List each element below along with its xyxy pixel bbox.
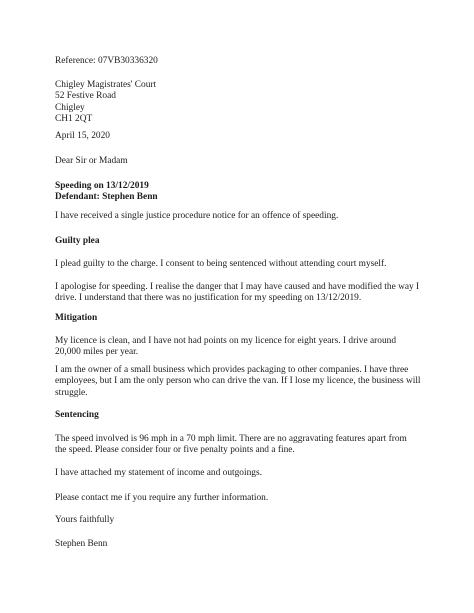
guilty-plea-heading: Guilty plea xyxy=(55,236,100,246)
mitigation-paragraph-2: I am the owner of a small business which provides packaging to other companies. I have three employees, but I am the only person who can drive the van. If I lose my licence, the business will struggle. xyxy=(55,365,421,398)
closing: Yours faithfully xyxy=(55,515,115,525)
address-line: Chigley Magistrates' Court xyxy=(55,80,157,90)
guilty-plea-paragraph-1: I plead guilty to the charge. I consent to being sentenced without attending court myself. xyxy=(55,259,387,269)
mitigation-heading: Mitigation xyxy=(55,313,98,323)
subject-heading xyxy=(55,181,425,204)
sentencing-paragraph-1: The speed involved is 96 mph in a 70 mph limit. There are no aggravating features apart from the speed. Please consider four or five penalty points and a fine. xyxy=(55,434,407,456)
sentencing-paragraph-3: Please contact me if you require any further information. xyxy=(55,493,269,503)
address-line: 52 Festive Road xyxy=(55,91,116,102)
subject-line: Speeding on 13/12/2019 xyxy=(55,181,149,191)
sentencing-heading: Sentencing xyxy=(55,410,99,420)
guilty-plea-paragraph-2: I apologise for speeding. I realise the danger that I may have caused and have modified the way I drive. I understand that there was no justification for my speeding on 13/12/2019. xyxy=(55,282,420,304)
intro-paragraph: I have received a single justice procedure notice for an offence of speeding. xyxy=(55,211,339,221)
signature-name: Stephen Benn xyxy=(55,539,108,549)
letter-date: April 15, 2020 xyxy=(55,131,110,141)
reference-number: Reference: 07VB30336320 xyxy=(55,56,158,66)
address-line: CH1 2QT xyxy=(55,114,93,125)
sentencing-paragraph-2: I have attached my statement of income and outgoings. xyxy=(55,468,262,478)
defendant-line: Defendant: Stephen Benn xyxy=(55,192,158,203)
address-line: Chigley xyxy=(55,102,85,113)
salutation: Dear Sir or Madam xyxy=(55,156,128,166)
recipient-address xyxy=(55,80,425,126)
mitigation-paragraph-1: My licence is clean, and I have not had points on my licence for eight years. I drive around 20,000 miles per year. xyxy=(55,336,397,358)
